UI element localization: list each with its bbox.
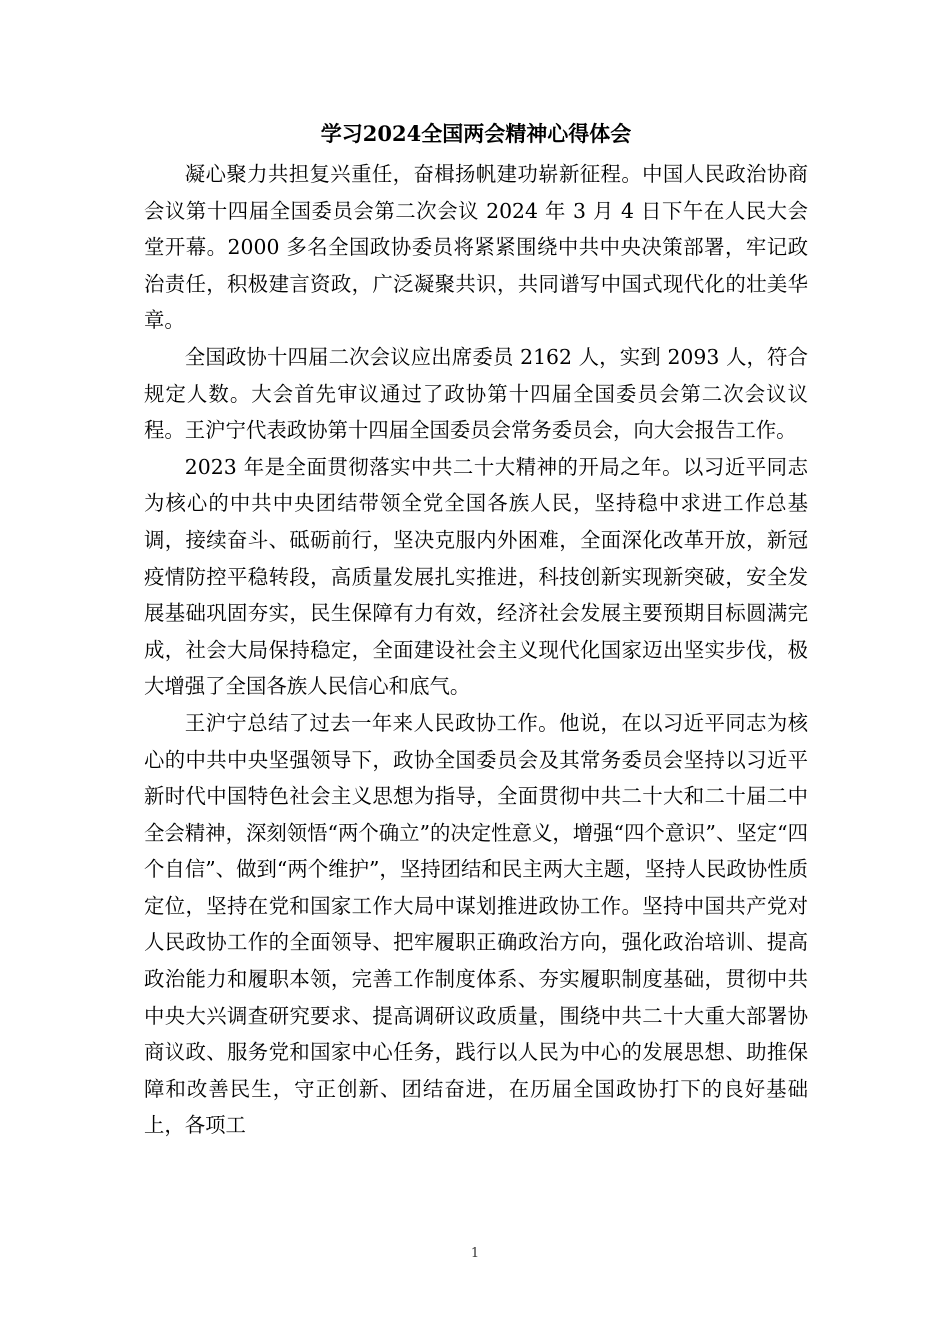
paragraph-3: 2023 年是全面贯彻落实中共二十大精神的开局之年。以习近平同志为核心的中共中央团结带领全党全国各族人民，坚持稳中求进工作总基调，接续奋斗、砥砺前行，坚决克服内外困难，全面深化改革开放，新冠疫情防控平稳转段，高质量发展扎实推进，科技创新实现新突破，安全发展基础巩固夯实，民生保障有力有效，经济社会发展主要预期目标圆满完成，社会大局保持稳定，全面建设社会主义现代化国家迈出坚实步伐，极大增强了全国各族人民信心和底气。 [144,454,808,699]
page-number: 1 [470,1246,480,1261]
document-title: 学习2024全国两会精神心得体会 [320,121,632,146]
paragraph-2: 全国政协十四届二次会议应出席委员 2162 人，实到 2093 人，符合规定人数。大会首先审议通过了政协第十四届全国委员会第二次会议议程。王沪宁代表政协第十四届全国委员会常务委员会，向大会报告工作。 [144,344,808,443]
paragraph-1: 凝心聚力共担复兴重任，奋楫扬帆建功崭新征程。中国人民政治协商会议第十四届全国委员会第二次会议 2024 年 3 月 4 日下午在人民大会堂开幕。2000 多名全国政协委员将紧紧围绕中共中央决策部署，牢记政治责任，积极建言资政，广泛凝聚共识，共同谱写中国式现代化的壮美华章。 [144,162,808,333]
paragraph-4: 王沪宁总结了过去一年来人民政协工作。他说，在以习近平同志为核心的中共中央坚强领导下，政协全国委员会及其常务委员会坚持以习近平新时代中国特色社会主义思想为指导，全面贯彻中共二十大和二十届二中全会精神，深刻领悟“两个确立”的决定性意义，增强“四个意识”、坚定“四个自信”、做到“两个维护”，坚持团结和民主两大主题，坚持人民政协性质定位，坚持在党和国家工作大局中谋划推进政协工作。坚持中国共产党对人民政协工作的全面领导、把牢履职正确政治方向，强化政治培训、提高政治能力和履职本领，完善工作制度体系、夯实履职制度基础，贯彻中共中央大兴调查研究要求、提高调研议政质量，围绕中共二十大重大部署协商议政、服务党和国家中心任务，践行以人民为中心的发展思想、助推保障和改善民生，守正创新、团结奋进，在历届全国政协打下的良好基础上，各项工 [144,710,808,1138]
document-body [144,118,808,1144]
